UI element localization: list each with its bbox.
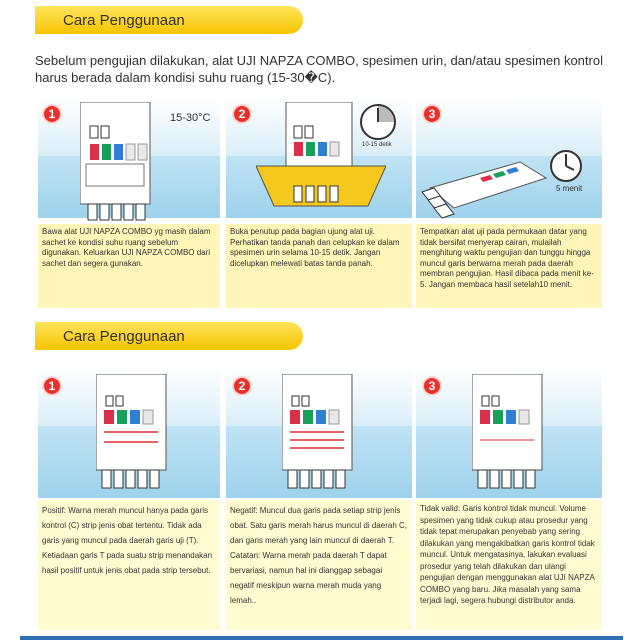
clock-icon [548,148,584,184]
step-2-number: 2 [232,104,252,124]
step-3-panel [416,98,602,308]
result-negative-panel [226,368,412,630]
positive-device-image [96,374,170,496]
temperature-label: 15-30°C [170,112,211,124]
section-2-header [35,322,303,350]
step-2-panel [226,98,412,308]
step-3-number: 3 [422,104,442,124]
test-device-image [80,102,152,222]
bottom-divider [20,636,623,640]
flat-device-image [420,158,550,222]
result-1-number: 1 [42,376,62,396]
step-2-note: Buka penutup pada bagian ujung alat uji. Perhatikan tanda panah dan celupkan ke dalam spesimen urin selama 10-15 detik. Jangan dicelupkan melewati batas tanda panah. [226,224,412,308]
step-1-note: Bawa alat UJI NAPZA COMBO yg masih dalam sachet ke kondisi suhu ruang sebelum digunakan. Keluarkan UJI NAPZA COMBO dari sachet dan segera gunakan. [38,224,220,308]
dipping-device-image [256,102,386,218]
result-2-number: 2 [232,376,252,396]
step-1-number: 1 [42,104,62,124]
timer-label: 10-15 detik [362,142,392,148]
invalid-device-image [472,374,546,496]
section-1-header [35,6,303,34]
result-3-number: 3 [422,376,442,396]
section-1-title: Cara Penggunaan [63,12,185,29]
result-invalid-panel [416,368,602,630]
step-3-note: Tempatkan alat uji pada permukaan datar yang tidak bersifat menyerap cairan, mulailah menghitung waktu pengujian dan tunggu hingga muncul garis berwarna merah pada daerah membran pengujian. Hasil dibaca pada menit ke-5. Jangan membaca hasil setelah10 menit. [416,224,602,308]
result-invalid-note: Tidak valid: Garis kontrol tidak muncul. Volume spesimen yang tidak cukup atau prosedur yang tidak tepat merupakan penyebab yang sering dilakukan yang mengakibatkan garis kontrol tidak muncul. Untuk mengatasinya, lakukan evaluasi prosedur yang telah dilakukan dan ulangi pengujian dengan menggunakan alat UJI NAPZA COMBO yang baru. Jika masalah yang sama terjadi lagi, segera hubungi distributor anda. [416,500,602,630]
step-1-panel [38,98,220,308]
negative-device-image [282,374,356,496]
result-negative-note: Negatif: Muncul dua garis pada setiap strip jenis obat. Satu garis merah harus muncul di daerah C, dan garis merah yang lain muncul di daerah T. Catatan: Warna merah pada daerah T dapat bervariasi, namun hal ini dianggap sebagai negatif meskipun warna merah muda yang lemah.. [226,500,412,630]
intro-text: Sebelum pengujian dilakukan, alat UJI NAPZA COMBO, spesimen urin, dan/atau spesimen kontrol harus berada dalam kondisi suhu ruang (15-30�C). [35,53,603,85]
section-2-title: Cara Penggunaan [63,328,185,345]
result-positive-panel [38,368,220,630]
clock-label: 5 menit [556,184,583,193]
result-positive-note: Positif: Warna merah muncul hanya pada garis kontrol (C) strip jenis obat tertentu. Tidak ada garis yang muncul pada daerah garis uji (T). Ketiadaan garis T pada suatu strip menandakan hasil positif untuk jenis obat pada strip tersebut. [38,500,220,630]
